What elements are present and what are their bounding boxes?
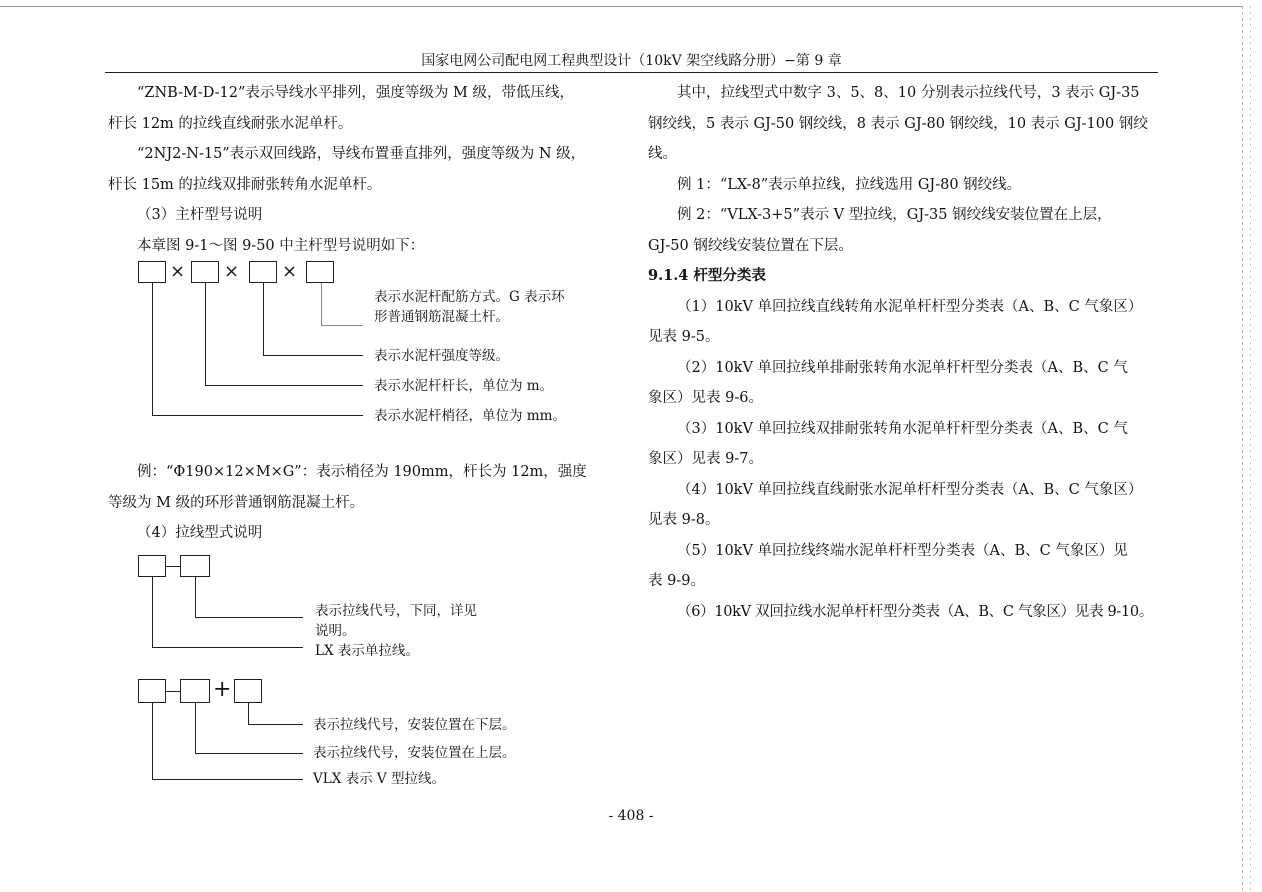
leader-line-vertical xyxy=(321,283,322,326)
label-top-diameter: 表示水泥杆梢径，单位为 mm。 xyxy=(374,408,566,424)
page-binding-edge-2 xyxy=(1250,6,1251,892)
leader-line-vertical xyxy=(152,283,153,416)
leader-line-horizontal xyxy=(152,647,303,648)
section-heading: 9.1.4 杆型分类表 xyxy=(648,267,766,284)
example-1: 例 1：“LX-8”表示单拉线，拉线选用 GJ-80 钢绞线。 xyxy=(677,176,1022,193)
diagram-box-lower xyxy=(234,679,262,703)
leader-line-horizontal xyxy=(152,779,303,780)
leader-line-horizontal xyxy=(248,724,303,725)
para-guy-codes-line3: 线。 xyxy=(648,146,677,162)
times-sign: × xyxy=(224,261,240,282)
right-column xyxy=(648,78,1158,627)
header-rule xyxy=(105,72,1158,73)
diagram-pole-model xyxy=(108,261,616,457)
page-top-edge xyxy=(0,6,1242,7)
item-2-line1: （2）10kV 单回拉线单排耐张转角水泥单杆杆型分类表（A、B、C 气 xyxy=(677,359,1128,376)
running-header: 国家电网公司配电网工程典型设计（10kV 架空线路分册）−第 9 章 xyxy=(421,53,842,69)
label-reinforcement: 表示水泥杆配筋方式。G 表示环 xyxy=(374,289,565,305)
diagram-box-2 xyxy=(191,261,219,283)
diagram-box-4 xyxy=(306,261,334,283)
box-connector xyxy=(166,691,180,692)
label-lx-single: LX 表示单拉线。 xyxy=(315,642,419,659)
item-5-line1: （5）10kV 单回拉线终端水泥单杆杆型分类表（A、B、C 气象区）见 xyxy=(677,542,1128,559)
page-binding-edge xyxy=(1242,6,1262,892)
label-guy-code: 表示拉线代号，下同，详见 xyxy=(315,602,477,619)
para-2nj2-line2: 杆长 15m 的拉线双排耐张转角水泥单杆。 xyxy=(108,176,382,193)
diagram-box-3 xyxy=(249,261,277,283)
para-znb-line2: 杆长 12m 的拉线直线耐张水泥单杆。 xyxy=(108,115,353,132)
label-reinforcement-cont: 形普通钢筋混凝土杆。 xyxy=(374,309,509,325)
label-upper-layer: 表示拉线代号，安装位置在上层。 xyxy=(313,744,516,761)
example-2-line2: GJ-50 钢绞线安装位置在下层。 xyxy=(648,237,853,254)
para-znb-line1: “ZNB-M-D-12”表示导线水平排列，强度等级为 M 级，带低压线， xyxy=(137,85,574,101)
label-strength-grade: 表示水泥杆强度等级。 xyxy=(374,348,509,364)
leader-line-horizontal xyxy=(321,325,363,326)
item-5-line2: 表 9-9。 xyxy=(648,573,705,589)
item-3-line1: （3）10kV 单回拉线双排耐张转角水泥单杆杆型分类表（A、B、C 气 xyxy=(677,420,1128,437)
leader-line-horizontal xyxy=(263,355,363,356)
diagram-box-code xyxy=(180,555,210,577)
box-connector xyxy=(166,566,180,567)
heading-main-pole: （3）主杆型号说明 xyxy=(137,207,263,223)
example-2-line1: 例 2：“VLX-3+5”表示 V 型拉线，GJ-35 钢绞线安装位置在上层， xyxy=(677,207,1112,223)
page-number: - 408 - xyxy=(608,808,654,824)
leader-line-vertical xyxy=(248,703,249,725)
leader-line-horizontal xyxy=(195,753,303,754)
para-guy-codes-line1: 其中，拉线型式中数字 3、5、8、10 分别表示拉线代号，3 表示 GJ-35 xyxy=(677,85,1140,101)
para-intro: 本章图 9-1～图 9-50 中主杆型号说明如下： xyxy=(137,237,425,254)
label-guy-code-cont: 说明。 xyxy=(315,622,356,639)
leader-line-vertical xyxy=(152,577,153,648)
item-4-line1: （4）10kV 单回拉线直线耐张水泥单杆杆型分类表（A、B、C 气象区） xyxy=(677,481,1143,498)
item-2-line2: 象区）见表 9-6。 xyxy=(648,390,763,406)
diagram-box-1 xyxy=(138,261,166,283)
diagram-single-guy xyxy=(108,549,616,679)
item-4-line2: 见表 9-8。 xyxy=(648,512,720,528)
label-pole-length: 表示水泥杆杆长，单位为 m。 xyxy=(374,378,554,394)
example-pole-line1: 例：“Φ190×12×M×G”：表示梢径为 190mm，杆长为 12m，强度 xyxy=(137,464,587,480)
leader-line-vertical xyxy=(205,283,206,386)
diagram-box-upper xyxy=(180,679,210,703)
label-vlx: VLX 表示 V 型拉线。 xyxy=(313,770,445,787)
diagram-v-guy xyxy=(108,676,616,799)
heading-guy-type: （4）拉线型式说明 xyxy=(137,525,263,541)
leader-line-vertical xyxy=(195,703,196,754)
leader-line-horizontal xyxy=(195,617,303,618)
leader-line-vertical xyxy=(263,283,264,356)
item-3-line2: 象区）见表 9-7。 xyxy=(648,451,763,467)
para-guy-codes-line2: 钢绞线，5 表示 GJ-50 钢绞线，8 表示 GJ-80 钢绞线，10 表示 GJ-100 钢绞 xyxy=(648,115,1148,132)
leader-line-vertical xyxy=(152,703,153,780)
leader-line-horizontal xyxy=(205,385,363,386)
plus-sign: + xyxy=(213,676,232,702)
para-2nj2-line1: “2NJ2-N-15”表示双回线路，导线布置垂直排列，强度等级为 N 级， xyxy=(137,146,586,162)
leader-line-vertical xyxy=(195,577,196,618)
item-1-line1: （1）10kV 单回拉线直线转角水泥单杆杆型分类表（A、B、C 气象区） xyxy=(677,298,1143,315)
example-pole-line2: 等级为 M 级的环形普通钢筋混凝土杆。 xyxy=(108,494,365,511)
left-column xyxy=(108,78,616,799)
times-sign: × xyxy=(282,261,298,282)
item-1-line2: 见表 9-5。 xyxy=(648,329,720,345)
diagram-box-lx xyxy=(138,555,166,577)
times-sign: × xyxy=(170,261,186,282)
diagram-box-vlx xyxy=(138,679,166,703)
label-lower-layer: 表示拉线代号，安装位置在下层。 xyxy=(313,716,516,733)
item-6: （6）10kV 双回拉线水泥单杆杆型分类表（A、B、C 气象区）见表 9-10。 xyxy=(677,603,1154,620)
leader-line-horizontal xyxy=(152,415,363,416)
